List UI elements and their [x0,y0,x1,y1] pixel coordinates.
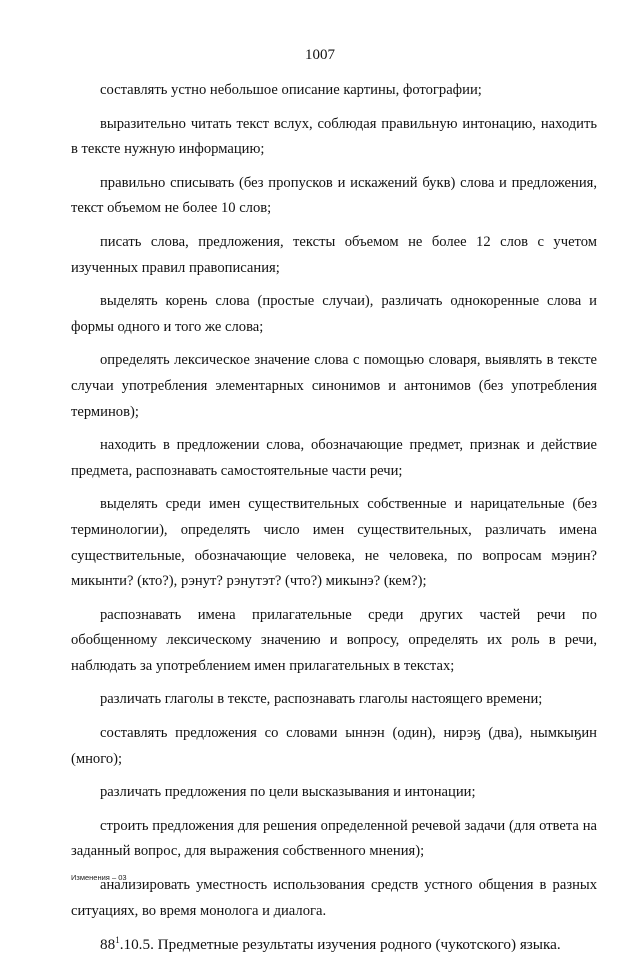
section-heading-paragraph [71,932,597,958]
paragraph: составлять устно небольшое описание картины, фотографии; [100,82,482,98]
section-text: Предметные результаты изучения родного (чукотского) языка. [157,936,561,954]
paragraph: выразительно читать текст вслух, соблюдая правильную интонацию, находить в тексте нужную информацию; [71,115,597,158]
paragraph: анализировать уместность использования средств устного общения в разных ситуациях, во время монолога и диалога. [71,877,597,919]
paragraph: находить в предложении слова, обозначающие предмет, признак и действие предмета, распознавать самостоятельные части речи; [71,437,597,479]
paragraph: различать глаголы в тексте, распознавать глаголы настоящего времени; [100,691,543,708]
paragraph: составлять предложения со словами ыннэн (один), нирэӄ (два), нымкыӄин (много); [71,725,597,767]
paragraph: писать слова, предложения, тексты объемом не более 12 слов с учетом изученных правил правописания; [71,233,597,276]
footer-revision-note: Изменения – 03 [71,873,127,882]
section-number-suffix: .10.5. [119,936,154,954]
paragraph: правильно списывать (без пропусков и искажений букв) слова и предложения, текст объемом не более 10 слов; [71,174,597,217]
document-body [71,78,597,966]
section-number-superscript: 1 [115,935,120,946]
paragraph: строить предложения для решения определенной речевой задачи (для ответа на заданный вопрос, для выражения собственного мнения); [71,817,597,860]
paragraph: выделять корень слова (простые случаи), различать однокоренные слова и формы одного и того же слова; [71,293,597,335]
page-number: 1007 [305,47,335,63]
paragraph: выделять среди имен существительных собственные и нарицательные (без терминологии), определять число имен существительных, различать имена существительные, обозначающие человека, не человека, по вопросам мэӈин? микынти? (кто?), рэнут? рэнутэт? (что?) микынэ? (кем?); [71,496,597,590]
section-number: 88 [100,936,116,954]
paragraph: определять лексическое значение слова с помощью словаря, выявлять в тексте случаи употребления элементарных синонимов и антонимов (без употребления терминов); [71,352,597,420]
paragraph: различать предложения по цели высказывания и интонации; [100,784,476,801]
paragraph: распознавать имена прилагательные среди других частей речи по обобщенному лексическому значению и вопросу, определять их роль в речи, наблюдать за употреблением имен прилагательных в текстах; [71,606,597,674]
